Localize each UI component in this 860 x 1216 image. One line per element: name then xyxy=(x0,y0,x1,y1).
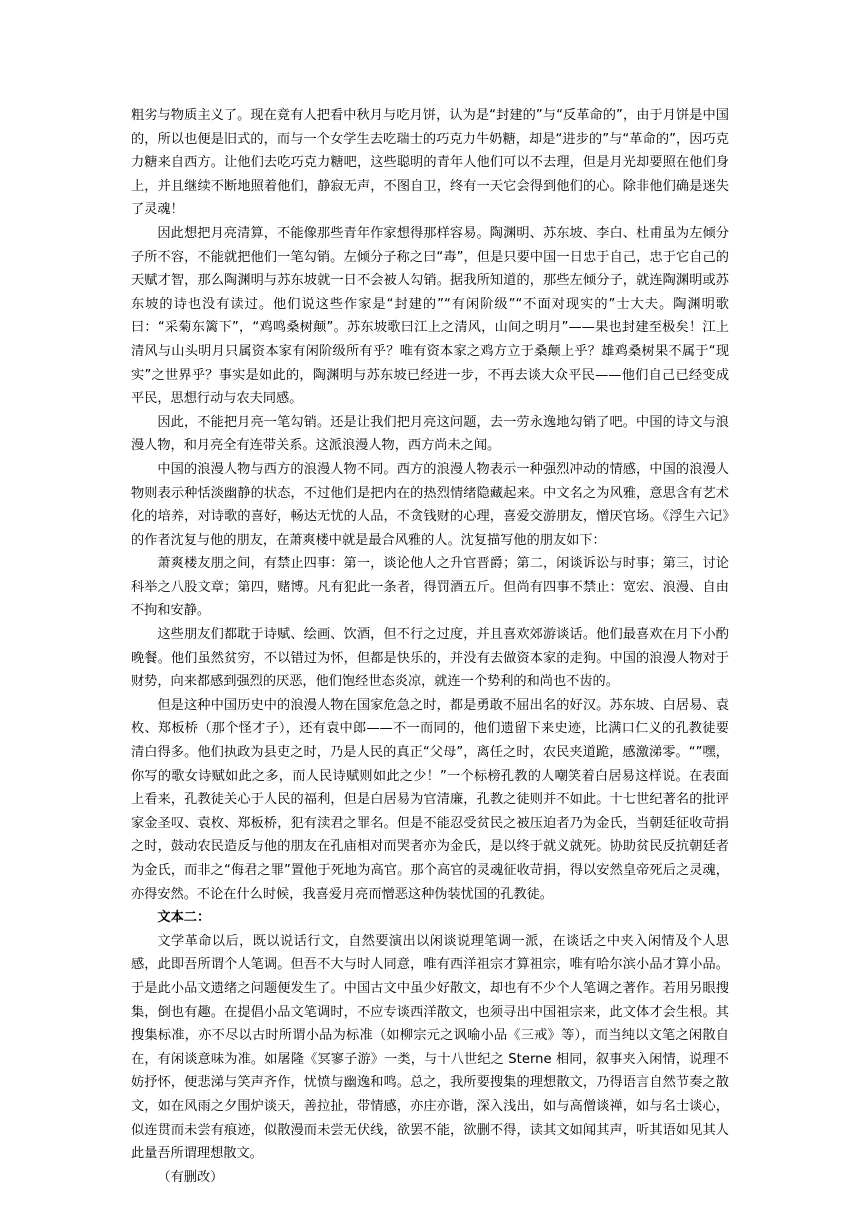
paragraph-3: 因此，不能把月亮一笔勾销。还是让我们把月亮这问题，去一劳永逸地勾销了吧。中国的诗文与浪漫人物，和月亮全有连带关系。这派浪漫人物，西方尚未之闻。 xyxy=(131,414,729,454)
paragraph-6: 这些朋友们都耽于诗赋、绘画、饮酒，但不行之过度，并且喜欢郊游谈话。他们最喜欢在月下小酌晚餐。他们虽然贫穷，不以错过为怀，但都是快乐的，并没有去做资本家的走狗。中国的浪漫人物对于财势，向来都感到强烈的厌恶，他们饱经世态炎凉，就连一个势利的和尚也不齿的。 xyxy=(131,627,729,690)
quotation-paragraph: 萧爽楼友朋之间，有禁止四事：第一，谈论他人之升官晋爵；第二，闲谈诉讼与时事；第三，讨论科举之八股文章；第四，赌博。凡有犯此一条者，得罚酒五斤。但尚有四事不禁止：宽宏、浪漫、自由不拘和安静。 xyxy=(131,556,729,619)
section-heading-text-2: 文本二： xyxy=(157,910,211,926)
paragraph-8: 文学革命以后，既以说话行文，自然要演出以闲谈说理笔调一派，在谈话之中夹入闲情及个人思感，此即吾所谓个人笔调。但吾不大与时人同意，唯有西洋祖宗才算祖宗，唯有哈尔滨小品才算小品。于是此小品文遗绪之问题便发生了。中国古文中虽少好散文，却也有不少个人笔调之著作。若用另眼搜集，倒也有趣。在提倡小品文笔调时，不应专谈西洋散文，也须寻出中国祖宗来，此文体才会生根。其搜集标准，亦不尽以古时所谓小品为标准（如柳宗元之讽喻小品《三戒》等），而当纯以文笔之闲散自在，有闲谈意味为准。如屠隆《冥寥子游》一类，与十八世纪之 Sterne 相同，叙事夹入闲情，说理不妨抒怀，便悲涕与笑声齐作，忧愤与幽逸和鸣。总之，我所要搜集的理想散文，乃得语言自然节奏之散文，如在风雨之夕围炉谈天，善拉扯，带情感，亦庄亦谐，深入浅出，如与高僧谈禅，如与名士谈心，似连贯而未尝有痕迹，似散漫而未尝无伏线，欲罢不能，欲删不得，读其文如闻其声，听其语如见其人此量吾所谓理想散文。 xyxy=(131,933,729,1162)
paragraph-1: 粗劣与物质主义了。现在竟有人把看中秋月与吃月饼，认为是“封建的”与“反革命的”，由于月饼是中国的，所以也便是旧式的，而与一个女学生去吃瑞士的巧克力牛奶糖，却是“进步的”与“革命的”，因巧克力糖来自西方。让他们去吃巧克力糖吧，这些聪明的青年人他们可以不去理，但是月光却要照在他们身上，并且继续不断地照着他们，静寂无声，不图自卫，终有一天它会得到他们的心。除非他们确是迷失了灵魂！ xyxy=(131,108,729,218)
paragraph-4: 中国的浪漫人物与西方的浪漫人物不同。西方的浪漫人物表示一种强烈冲动的情感，中国的浪漫人物则表示种恬淡幽静的状态，不过他们是把内在的热烈情绪隐藏起来。中文名之为风雅，意思含有艺术化的培养，对诗歌的喜好，畅达无忧的人品，不贪钱财的心理，喜爱交游朋友，憎厌官场。《浮生六记》的作者沈复与他的朋友，在萧爽楼中就是最合风雅的人。沈复描写他的朋友如下： xyxy=(131,461,729,548)
paragraph-2: 因此想把月亮清算，不能像那些青年作家想得那样容易。陶渊明、苏东坡、李白、杜甫虽为左倾分子所不容，不能就把他们一笔勾销。左倾分子称之曰“毒”，但是只要中国一日忠于自己，忠于它自己的天赋才智，那么陶渊明与苏东坡就一日不会被人勾销。据我所知道的，那些左倾分子，就连陶渊明或苏东坡的诗也没有读过。他们说这些作家是“封建的”“有闲阶级”“不面对现实的”士大夫。陶渊明歌曰：“采菊东篱下”，“鸡鸣桑树颠”。苏东坡歌曰江上之清风，山间之明月”——果也封建至极矣！江上清风与山头明月只属资本家有闲阶级所有乎？唯有资本家之鸡方立于桑颠上乎？雄鸡桑树果不属于“现实”之世界乎？事实是如此的，陶渊明与苏东坡已经进一步，不再去谈大众平民——他们自己已经变成平民，思想行动与农夫同感。 xyxy=(131,225,729,407)
document-page xyxy=(131,104,729,1189)
paragraph-7: 但是这种中国历史中的浪漫人物在国家危急之时，都是勇敢不屈出名的好汉。苏东坡、白居易、袁枚、郑板桥（那个怪才子），还有袁中郎——不一而同的，他们遗留下来史迹，比满口仁义的孔教徒要清白得多。他们执政为县吏之时，乃是人民的真正“父母”，离任之时，农民夹道跪，感激涕零。“”嘿，你写的歌女诗赋如此之多，而人民诗赋则如此之少！”一个标榜孔教的人嘲笑着白居易这样说。在表面上看来，孔教徒关心于人民的福利，但是白居易为官清廉，孔教之徒则并不如此。十七世纪著名的批评家金圣叹、袁枚、郑板桥，犯有渎君之罪名。但是不能忍受贫民之被压迫者乃为金氏，当朝廷征收苛捐之时，鼓动农民造反与他的朋友在孔庙相对而哭者亦为金氏，是以终于就义就死。协助贫民反抗朝廷者为金氏，而非之“侮君之罪”置他于死地为高官。那个高官的灵魂征收苛捐，得以安然皇帝死后之灵魂，亦得安然。不论在什么时候，我喜爱月亮而憎恶这种伪装忧国的孔教徒。 xyxy=(131,697,729,902)
source-note: （有删改） xyxy=(157,1169,224,1185)
